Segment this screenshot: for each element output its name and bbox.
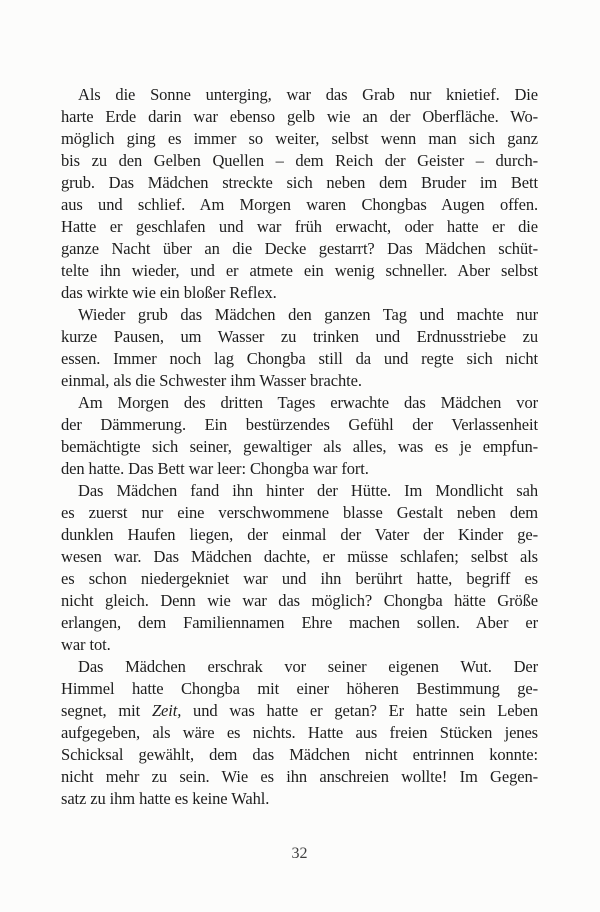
paragraph xyxy=(61,304,538,392)
text-line: Schicksal gewählt, dem das Mädchen nicht entrinnen konnte: xyxy=(61,745,538,764)
text-line: bis zu den Gelben Quellen – dem Reich der Geister – durch- xyxy=(61,151,538,170)
text-line: Das Mädchen erschrak vor seiner eigenen Wut. Der xyxy=(78,657,538,676)
text-block xyxy=(61,84,538,810)
paragraph xyxy=(61,392,538,480)
text-line: den hatte. Das Bett war leer: Chongba war fort. xyxy=(61,459,369,478)
text-line: war tot. xyxy=(61,635,111,654)
text-line: Wieder grub das Mädchen den ganzen Tag und machte nur xyxy=(78,305,538,324)
text-line: nicht gleich. Denn wie war das möglich? Chongba hätte Größe xyxy=(61,591,538,610)
text-line: nicht mehr zu sein. Wie es ihn anschreien wollte! Im Gegen- xyxy=(61,767,538,786)
emphasized-text: Zeit, xyxy=(151,701,182,720)
text-line: wesen war. Das Mädchen dachte, er müsse schlafen; selbst als xyxy=(61,547,538,566)
text-line: satz zu ihm hatte es keine Wahl. xyxy=(61,789,270,808)
text-line: Am Morgen des dritten Tages erwachte das Mädchen vor xyxy=(78,393,538,412)
paragraph xyxy=(61,656,538,810)
text-line: segnet, mit Zeit, und was hatte er getan? Er hatte sein Leben xyxy=(61,701,538,720)
text-line: dunklen Haufen liegen, der einmal der Vater der Kinder ge- xyxy=(61,525,538,544)
text-line: das wirkte wie ein bloßer Reflex. xyxy=(61,283,277,302)
text-line: Himmel hatte Chongba mit einer höheren Bestimmung ge- xyxy=(61,679,538,698)
text-line: telte ihn wieder, und er atmete ein wenig schneller. Aber selbst xyxy=(61,261,538,280)
text-line: ganze Nacht über an die Decke gestarrt? Das Mädchen schüt- xyxy=(61,239,538,258)
text-line: Hatte er geschlafen und war früh erwacht, oder hatte er die xyxy=(61,217,538,236)
page-number: 32 xyxy=(291,845,308,862)
text-line: kurze Pausen, um Wasser zu trinken und Erdnusstriebe zu xyxy=(61,327,538,346)
text-line: Das Mädchen fand ihn hinter der Hütte. Im Mondlicht sah xyxy=(78,481,538,500)
paragraph xyxy=(61,480,538,656)
text-line: grub. Das Mädchen streckte sich neben dem Bruder im Bett xyxy=(61,173,538,192)
text-line: der Dämmerung. Ein bestürzendes Gefühl der Verlassenheit xyxy=(61,415,538,434)
text-line: es schon niedergekniet war und ihn berührt hatte, begriff es xyxy=(61,569,538,588)
paragraph xyxy=(61,84,538,304)
text-line: einmal, als die Schwester ihm Wasser brachte. xyxy=(61,371,362,390)
text-line: möglich ging es immer so weiter, selbst wenn man sich ganz xyxy=(61,129,538,148)
text-line: aufgegeben, als wäre es nichts. Hatte aus freien Stücken jenes xyxy=(61,723,538,742)
text-line: erlangen, dem Familiennamen Ehre machen sollen. Aber er xyxy=(61,613,538,632)
text-line: essen. Immer noch lag Chongba still da und regte sich nicht xyxy=(61,349,538,368)
text-line: aus und schlief. Am Morgen waren Chongbas Augen offen. xyxy=(61,195,538,214)
text-line: harte Erde darin war ebenso gelb wie an der Oberfläche. Wo- xyxy=(61,107,538,126)
text-line: bemächtigte sich seiner, gewaltiger als alles, was es je empfun- xyxy=(61,437,538,456)
text-line: Als die Sonne unterging, war das Grab nur knietief. Die xyxy=(78,85,538,104)
text-line: es zuerst nur eine verschwommene blasse Gestalt neben dem xyxy=(61,503,538,522)
